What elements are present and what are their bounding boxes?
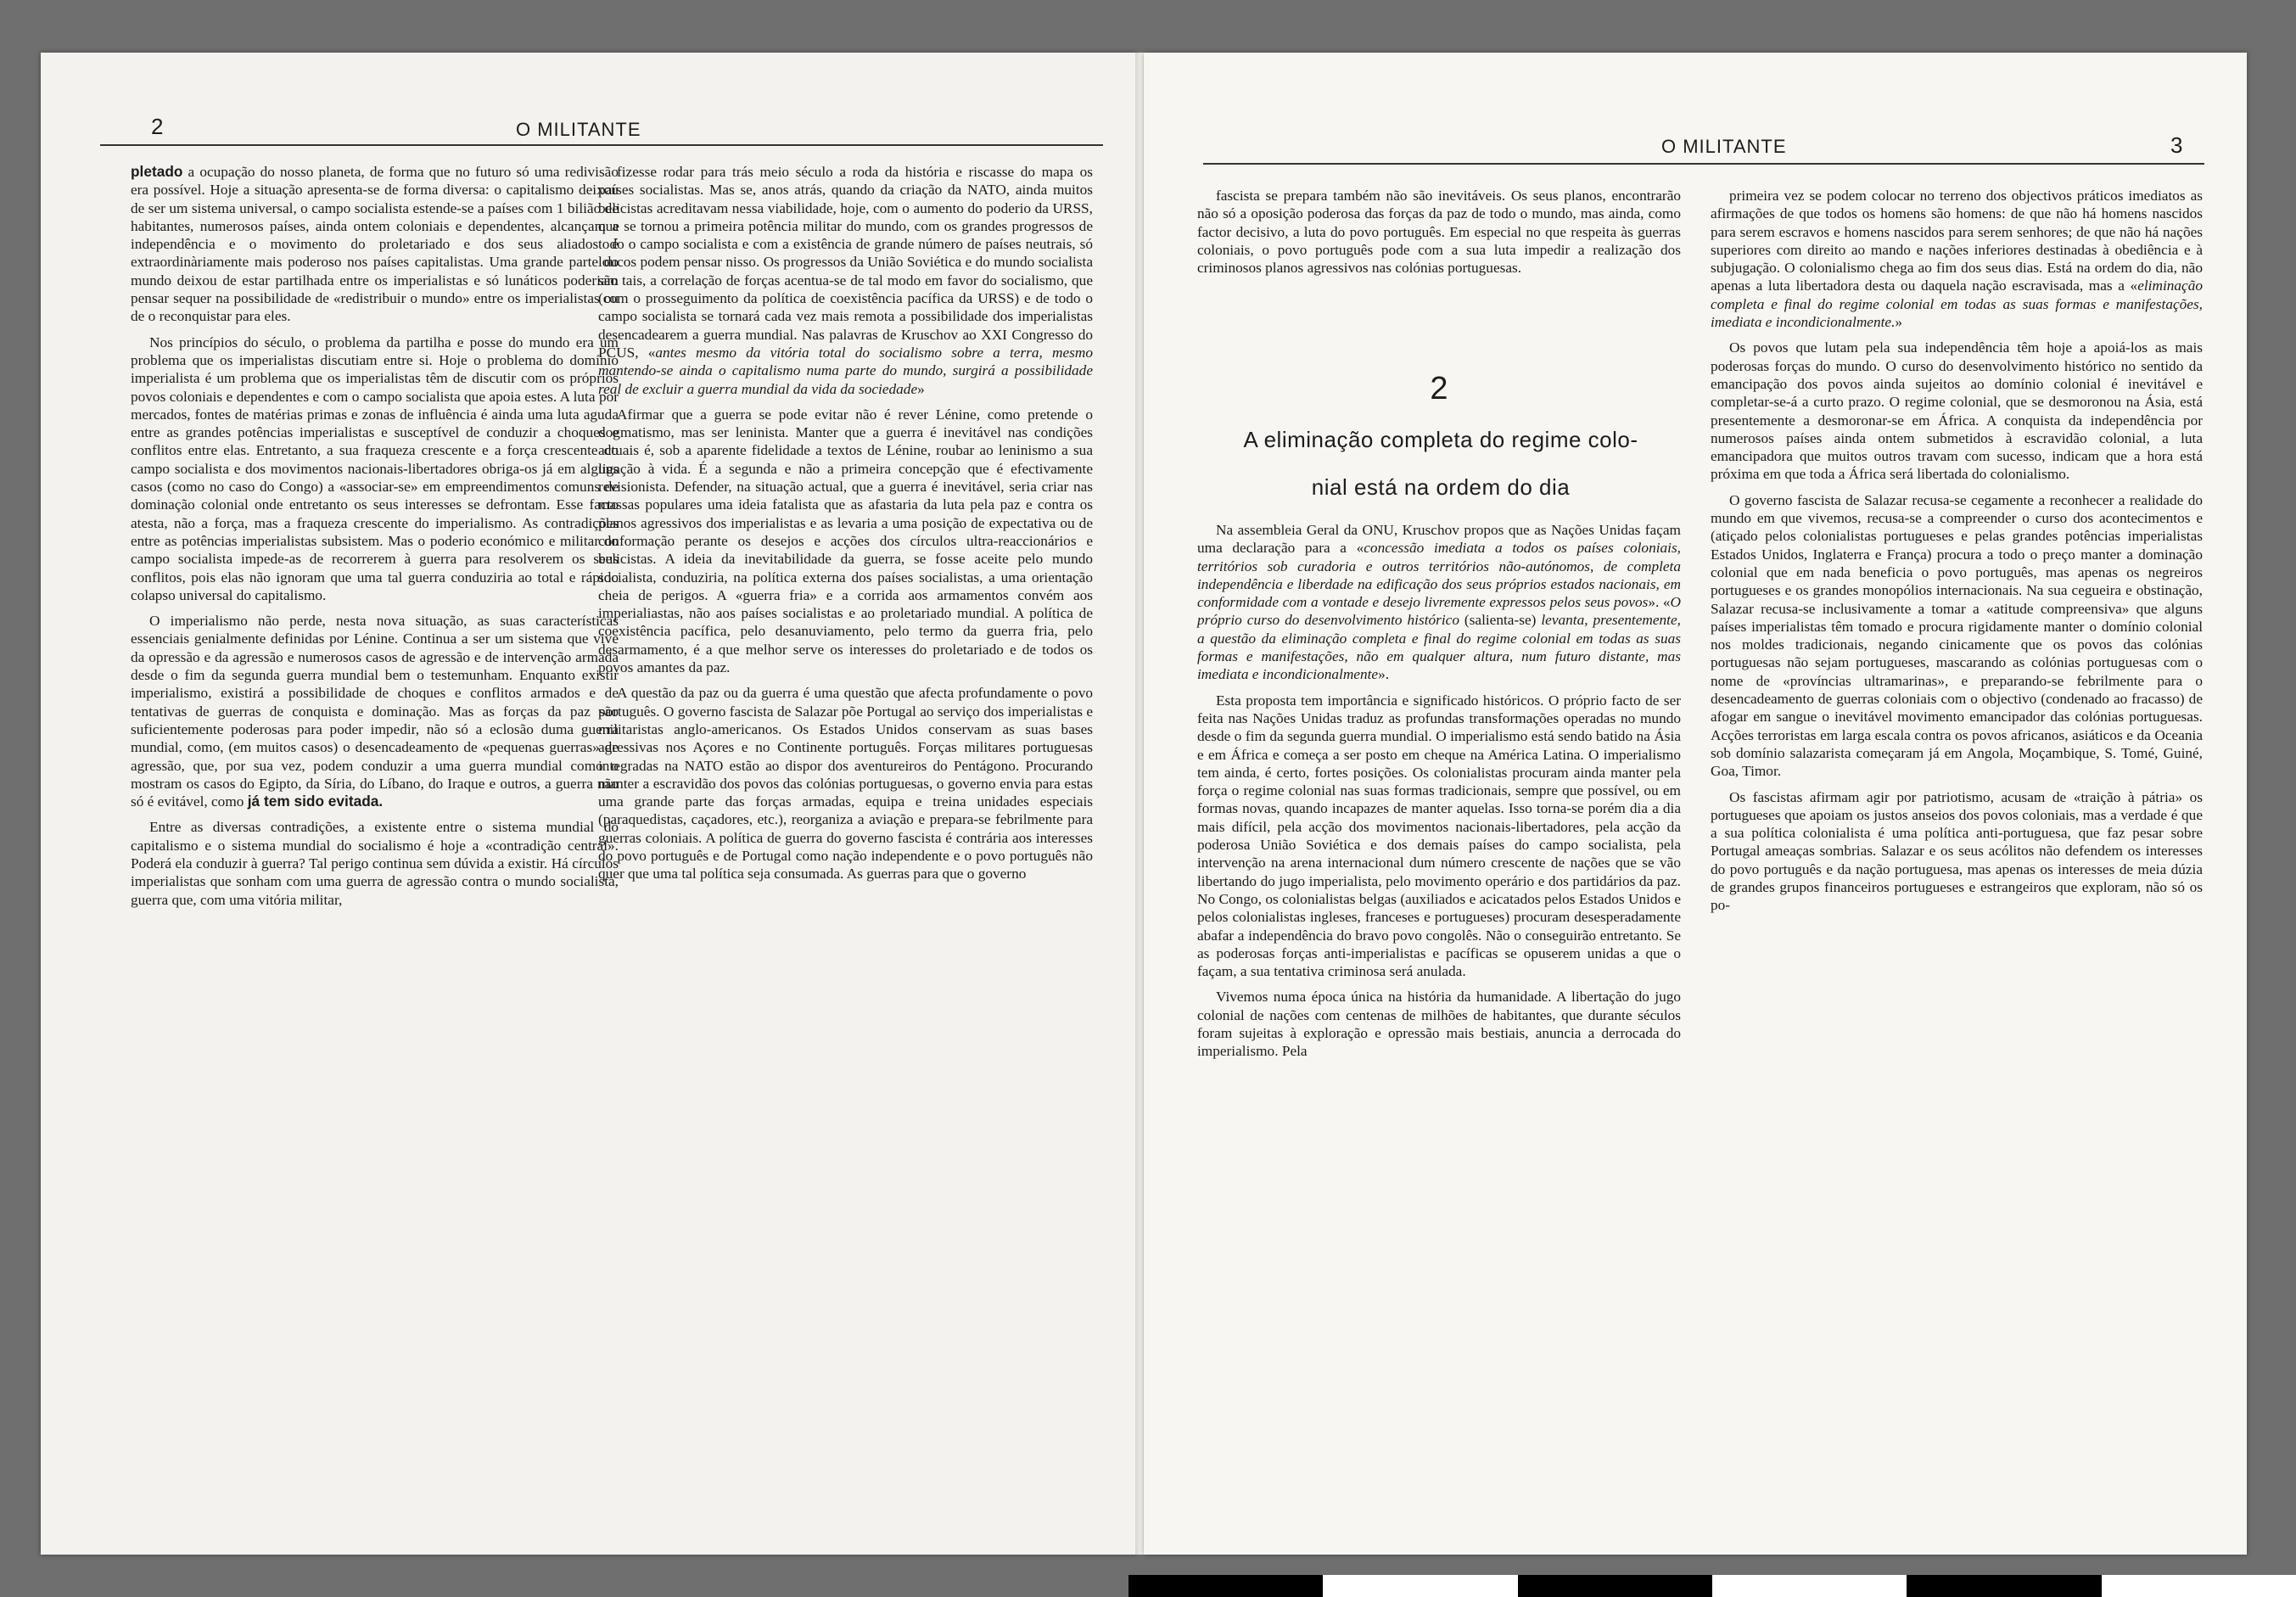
paragraph <box>1197 692 1681 981</box>
paragraph-text: Esta proposta tem importância e significado históricos. O próprio facto de ser feita nas Nações Unidas traduz as profundas transformações operadas no mundo desde o fim da segunda guerra mundial. O imperialismo está sendo batido na Ásia e em África e começa a ser posto em cheque na América Latina. O imperialismo tem ainda, é certo, fortes posições. Os colonialistas procuram ainda manter pela força o regime colonial nas suas formas tradicionais, sempre que possível, ou em formas novas, quando incapazes de manter aquelas. Isso torna-se porém dia a dia mais difícil, pela acção dos movimentos nacionais-libertadores, pela acção da poderosa União Soviética e dos demais países do campo socialista, pela intervenção na arena internacional dum número crescente de nações que se vão libertando do jugo imperialista, pelo movimento operário e dos partidários da paz. No Congo, os colonialistas belgas (auxiliados e acicatados pelos Estados Unidos e pelos colonialistas ingleses, franceses e portugueses) procuram desesperadamente abafar a independência do bravo povo congolês. Não o conseguirão entretanto. Se as poderosas forças anti-imperialistas e pacíficas se opuserem unidas a que o façam, a sua tentativa criminosa será anulada. <box>1197 692 1681 980</box>
left-page <box>41 53 1137 1555</box>
lead-word: pletado <box>131 163 183 180</box>
quotation: O próprio curso do desenvolvimento histórico <box>1197 594 1682 629</box>
paragraph-text: » <box>917 380 925 397</box>
quotation: levanta, presentemente, a questão da eliminação completa e final do regime colonial em todas as suas formas e manifestações, não em qualquer altura, num futuro distante, mas imediata e incondicionalmente <box>1197 612 1681 683</box>
color-calibration-bar <box>1128 1575 2296 1597</box>
running-title: O MILITANTE <box>1661 136 1787 157</box>
right-column-1 <box>1197 521 1681 1061</box>
paragraph-text: O imperialismo não perde, nesta nova situação, as suas características essenciais genialmente definidas por Lénine. Continua a ser um sistema que vive da opressão e da agressão e numerosos casos de agressão e de intervenção armada desde o fim da segunda guerra mundial bem o testemunham. Enquanto existir imperialismo, existirá a possibilidade de choques e conflitos armados e de tentativas de guerras de conquista e dominação. Mas as forças da paz são suficientemente poderosas para poder impedir, não só a eclosão duma guerra mundial, como, (em muitos casos) o desencadeamento de «pequenas guerras» de agressão, que, por sua vez, podem conduzir a uma guerra mundial como o mostram os casos do Egipto, da Síria, do Líbano, do Iraque e outros, a guerra não só é evitável, como <box>131 613 619 810</box>
paragraph <box>131 163 619 326</box>
right-column-1-top <box>1197 187 1681 277</box>
section-title-line-2: nial está na ordem do dia <box>1311 474 1571 500</box>
paragraph <box>598 163 1093 398</box>
paragraph-text: a ocupação do nosso planeta, de forma que no futuro só uma redivisão era possível. Hoje a situação apresenta-se de forma diversa: o capitalismo deixou de ser um sistema universal, o campo socialista estende-se a países com 1 bilião de habitantes, numerosos países, ainda ontem coloniais e dependentes, alcançam a independência e o movimento do proletariado e dos seus aliados é extraordinàriamente mais poderoso nos países capitalistas. Uma grande parte do mundo deixou de estar partilhada entre os imperialistas e só lunáticos poderiam pensar sequer na possibilidade de «redistribuir o mundo» entre os imperialistas ou de o reconquistar para eles. <box>131 164 619 325</box>
paragraph-text: O governo fascista de Salazar recusa-se cegamente a reconhecer a realidade do mundo em que vivemos, recusa-se a compreender o curso dos acontecimentos e (atiçado pelos colonialistas portugueses e pelas grandes potências imperialistas Estados Unidos, Inglaterra e França) procura a todo o preço manter a dominação colonial que em nada beneficia o povo português, mas apenas os negreiros portugueses e os grandes monopólios internacionais. Na sua cegueira e obstinação, Salazar recusa-se inclusivamente a tomar a «atitude compreensiva» que alguns países imperialistas têm tomado e procura rigidamente manter o domínio colonial nos moldes tradicionais, negando cinicamente que os povos das colónias portuguesas não sejam portugueses, mascarando as colónias portuguesas com o nome de «províncias ultramarinas», e preparando-se febrilmente para o desencadeamento de guerras coloniais com o objectivo (condenado ao fracasso) de afogar em sangue o inevitável movimento emancipador das colónias portuguesas. Acções terroristas em larga escala contra os povos africanos, asiáticos e da Oceania sob domínio salazarista começaram já em Angola, Moçambique, S. Tomé, Guiné, Goa, Timor. <box>1711 491 2203 780</box>
page-number: 3 <box>2170 132 2183 158</box>
paragraph <box>1711 491 2203 781</box>
paragraph-text: Nos princípios do século, o problema da partilha e posse do mundo era um problema que os imperialistas discutiam entre si. Hoje o problema do domínio imperialista é um problema que os imperialistas têm de discutir com os próprios povos coloniais e dependentes e com o campo socialista que apoia estes. A luta por mercados, fontes de matérias primas e zonas de influência é ainda uma luta aguda entre as grandes potências imperialistas e susceptível de conduzir a choques e conflitos entre elas. Entretanto, a sua fraqueza crescente e a força crescente do campo socialista e dos movimentos nacionais-libertadores obriga-os já em alguns casos (como no caso do Congo) a «associar-se» em empreendimentos comuns de dominação colonial onde entretanto os seus interesses se defrontam. Esse facto atesta, não a força, mas a fraqueza crescente do imperialismo. As contradições entre as potências imperialistas subsistem. Mas o poderio económico e militar do campo socialista impede-as de recorrerem à guerra para resolverem os seus conflitos, pois elas não ignoram que uma tal guerra conduziria ao total e rápido colapso universal do capitalismo. <box>131 333 619 603</box>
right-page-header <box>1203 131 2204 165</box>
header-rule <box>1203 163 2204 165</box>
paragraph-text: fizesse rodar para trás meio século a roda da história e riscasse do mapa os países socialistas. Mas se, anos atrás, quando da criação da NATO, ainda muitos belicistas acreditavam nessa viabilidade, hoje, com o aumento do poderio da URSS, que se tornou a primeira potência militar do mundo, com os grandes progressos de todo o campo socialista e com a existência de grande número de países neutrais, só loucos podem pensar nisso. Os progressos da União Soviética e do mundo socialista são tais, a correlação de forças acentua-se de tal modo em favor do socialismo, que (com o prosseguimento da política de coexistência pacífica da URSS) e de todo o campo socialista se tornará cada vez mais remota a possibilidade dos imperialistas desencadearem a guerra mundial. Nas palavras de Kruschov ao XXI Congresso do PCUS, « <box>598 164 1093 361</box>
paragraph-text: ». <box>1378 666 1390 683</box>
paragraph-text: primeira vez se podem colocar no terreno dos objectivos práticos imediatos as afirmações de que todos os homens são homens: de que não há homens nascidos para serem escravos e homens nascidos para serem senhores; de que não há nações superiores com direito ao mando e nações inferiores destinadas à obediência e à subjugação. O colonialismo chega ao fim dos seus dias. Está na ordem do dia, não apenas a luta libertadora desta ou daquela nação escravisada, mas a « <box>1711 188 2203 294</box>
quotation: antes mesmo da vitória total do socialismo sobre a terra, mesmo mantendo-se ainda o capitalismo numa parte do mundo, surgirá a possibilidade real de excluir a guerra mundial da vida da sociedade <box>598 344 1093 397</box>
quotation: concessão imediata a todos os países coloniais, territórios sob curadoria e outros territórios não-autónomos, de completa independência e liberdade na edificação dos seus próprios estados nacionais, em conformidade com a vontade e desejo livremente expressos pelos seus povos <box>1197 540 1681 611</box>
paragraph-text: Entre as diversas contradições, a existente entre o sistema mundial do capitalismo e o sistema mundial do socialismo é hoje a «contradição central». Poderá ela conduzir à guerra? Tal perigo continua sem dúvida a existir. Há círculos imperialistas que sonham com uma guerra de agressão contra o mundo socialista, guerra que, com uma vitória militar, <box>131 819 619 908</box>
paragraph <box>1711 187 2203 331</box>
section-number: 2 <box>1430 371 1448 406</box>
left-column-2 <box>598 163 1093 883</box>
paragraph-text: Os fascistas afirmam agir por patriotismo, acusam de «traição à pátria» os portugueses que apoiam os justos anseios dos povos coloniais, mas a verdade é que a sua política colonialista é uma política anti-portuguesa, que faz pesar sobre Portugal ameaças sombrias. Salazar e os seus acólitos não defendem os interesses do povo português e da nação portuguesa, mas apenas os interesses de meia dúzia de grandes grupos financeiros portugueses e estrangeiros que exploram, não só os po- <box>1711 788 2203 914</box>
colorbar-swatch <box>1323 1575 1517 1597</box>
colorbar-swatch <box>1518 1575 1712 1597</box>
page-number: 2 <box>151 114 164 139</box>
right-page <box>1144 53 2247 1555</box>
colorbar-swatch <box>1712 1575 1907 1597</box>
right-column-2 <box>1711 187 2203 915</box>
paragraph <box>598 684 1093 883</box>
paragraph <box>131 333 619 604</box>
paragraph-text: Afirmar que a guerra se pode evitar não é rever Lénine, como pretende o dogmatismo, mas ser leninista. Manter que a guerra é inevitável nas condições actuais é, sob a aparente fidelidade a textos de Lénine, roubar ao leninismo a sua ligação à vida. É a segunda e não a primeira concepção que é efectivamente revisionista. Defender, na situação actual, que a guerra é inevitável, seria criar nas massas populares uma ideia fatalista que as afastaria da luta pela paz e contra os planos agressivos dos imperialistas e as levaria a uma posição de expectativa ou de conformação perante os desejos e acções dos círculos ultra-reaccionários e belicistas. A ideia da inevitabilidade da guerra, se fosse aceite pelo mundo socialista, conduziria, na política externa dos países socialistas, a uma orientação cheia de perigos. A «guerra fria» e a corrida aos armamentos convém aos imperialiastas, não aos países socialistas e ao proletariado mundial. A política de coexistência pacífica, pelo desanuviamento, pelo termo da guerra fria, pelo desarmamento, é a que melhor serve os interesses do proletariado e de todos os povos amantes da paz. <box>598 406 1093 676</box>
header-rule <box>100 144 1103 146</box>
left-page-header <box>100 112 1103 146</box>
paragraph <box>1197 521 1681 684</box>
paragraph-text: Na assembleia Geral da ONU, Kruschov propos que as Nações Unidas façam uma declaração para a « <box>1197 522 1681 557</box>
paragraph <box>1197 988 1681 1060</box>
paragraph-text: ». « <box>1648 594 1671 611</box>
section-title-line-1: A eliminação completa do regime colo- <box>1243 427 1638 452</box>
left-column-1 <box>131 163 619 909</box>
colorbar-swatch <box>2102 1575 2296 1597</box>
paragraph-text: Os povos que lutam pela sua independência têm hoje a apoiá-los as mais poderosas forças do mundo. O curso do desenvolvimento histórico no sentido da emancipação dos povos ainda sujeitos ao domínio colonial é inevitável e completar-se-á a curto prazo. O regime colonial, que se desmoronou na Ásia, está presentemente a desmoronar-se em África. A conquista da independência por numerosos países ainda ontem submetidos à escravidão colonial, a luta emancipadora que muitos outros travam com sucesso, indicam que a hora está próxima em que toda a África será libertada do colonialismo. <box>1711 339 2203 483</box>
section-title <box>1190 416 1691 511</box>
colorbar-swatch <box>1907 1575 2101 1597</box>
paragraph <box>131 818 619 908</box>
paragraph <box>1711 788 2203 915</box>
paragraph: fascista se prepara também não são inevitáveis. Os seus planos, encontrarão não só a oposição poderosa das forças da paz de todo o mundo, mas ainda, como factor decisivo, a luta do povo português. Em especial no que respeita às guerras coloniais, o povo português pode com a sua luta impedir a realização dos criminosos planos agressivos nas colónias portuguesas. <box>1197 188 1681 277</box>
paragraph-text: Vivemos numa época única na história da humanidade. A libertação do jugo colonial de nações com centenas de milhões de habitantes, que durante séculos foram sujeitas à exploração e opressão mais bestiais, anuncia a derrocada do imperialismo. Pela <box>1197 989 1681 1060</box>
paragraph-text: A questão da paz ou da guerra é uma questão que afecta profundamente o povo português. O governo fascista de Salazar põe Portugal ao serviço dos imperialistas e militaristas anglo-americanos. Os Estados Unidos conservam as suas bases agressivas nos Açores e no Continente português. Forças militares portuguesas integradas na NATO estão ao dispor dos aventureiros do Pentágono. Procurando manter a escravidão dos povos das colónias portuguesas, o governo envia para estas uma grande parte das forças armadas, equipa e treina unidades especiais (paraquedistas, caçadores, etc.), reorganiza a aviação e prepara-se febrilmente para guerras coloniais. A política de guerra do governo fascista é contrária aos interesses do povo português e de Portugal como nação independente e o povo português não quer que uma tal política seja consumada. As guerras para que o governo <box>598 685 1093 883</box>
paragraph-text: » <box>1895 314 1903 331</box>
paragraph <box>1711 339 2203 483</box>
paragraph <box>598 406 1093 676</box>
colorbar-swatch <box>1128 1575 1323 1597</box>
paragraph <box>131 612 619 810</box>
paragraph-text: (salienta-se) <box>1459 612 1542 629</box>
running-title: O MILITANTE <box>516 119 641 140</box>
emphasis: já tem sido evitada. <box>247 793 384 810</box>
quotation: eliminação completa e final do regime colonial em todas as suas formas e manifestações, imediata e incondicionalmente. <box>1711 277 2203 331</box>
